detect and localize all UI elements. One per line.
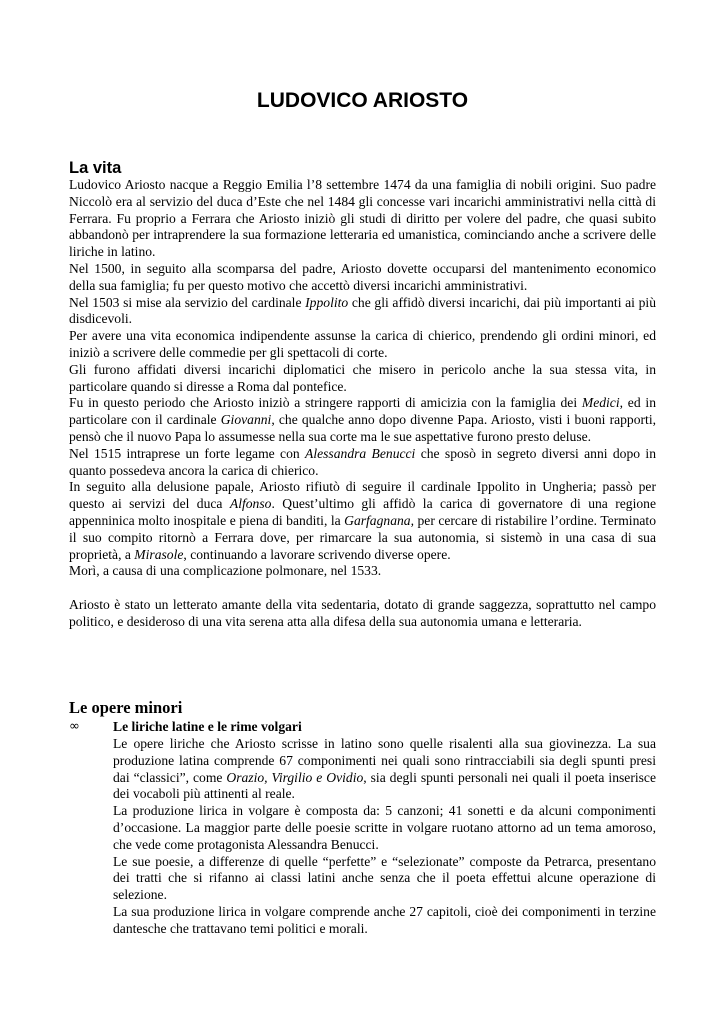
italic-text: Giovanni (220, 412, 272, 428)
la-vita-paragraph (69, 395, 656, 445)
la-vita-paragraph (69, 295, 656, 329)
text-run: per cercare di ristabilire l’ordine. Terminato il suo compito ritornò a Ferrara dove, per rimarcare la sua autonomia, si sistemò in una casa di sua proprietà, a (69, 512, 656, 562)
text-run: , che qualche anno dopo divenne Papa. Ariosto, visti i buoni rapporti, pensò che il nuovo Papa lo assumesse nella sua corte ma le sue aspettative furono presto deluse. (69, 412, 656, 444)
text-run: che sposò in segreto diversi anni dopo in quanto possedeva ancora la carica di chierico. (69, 445, 657, 478)
italic-text: Alessandra Benucci (305, 445, 416, 461)
list-item-title: Le liriche latine e le rime volgari (113, 719, 302, 734)
italic-text: Ippolito (305, 294, 349, 310)
section-heading-la-vita: La vita (69, 159, 122, 177)
liriche-paragraph (113, 803, 656, 853)
text-run: . Quest’ultimo gli affidò la carica di governatore di una regione appenninica molto inospitale e piena di banditi, la (69, 496, 656, 528)
liriche-paragraph (113, 854, 656, 904)
la-vita-paragraphs (69, 177, 656, 580)
text-run: La sua produzione lirica in volgare comprende anche 27 capitoli, cioè dei componimenti in terzine dantesche che trattavano temi politici e morali. (113, 903, 656, 936)
text-run: Le sue poesie, a differenze di quelle “perfette” e “selezionate” composte da Petrarca, presentano dei tratti che si rifanno ai classi latini anche senza che il poeta effettui alcune operazione di selezione. (113, 853, 656, 903)
la-vita-paragraph (69, 328, 656, 362)
text-run: Ludovico Ariosto nacque a Reggio Emilia l’8 settembre 1474 da una famiglia di nobili origini. Suo padre Niccolò era al servizio del duca d’Este che nel 1484 gli concesse vari incarichi amministrativi nella città di Ferrara. Fu proprio a Ferrara che Ariosto iniziò gli studi di diritto per volere del padre, che quasi subito abbandonò per intraprendere la sua formazione letteraria ed umanistica, cominciando anche a scrivere delle liriche in latino. (69, 177, 656, 260)
liriche-paragraph (113, 904, 656, 938)
infinity-bullet-icon: ∞ (69, 719, 80, 734)
la-vita-paragraph (69, 362, 656, 396)
section-la-vita-body (69, 177, 656, 631)
italic-text: Medici (581, 395, 620, 411)
italic-text: Orazio, Virgilio e Ovidio (226, 769, 364, 785)
la-vita-paragraph (69, 446, 656, 480)
italic-text: Mirasole (134, 546, 184, 562)
italic-text: Garfagnana, (344, 512, 414, 528)
text-run: , sia degli spunti personali nei quali il poeta inserisce dei vocaboli più attinenti al reale. (113, 769, 656, 802)
text-run: La produzione lirica in volgare è composta da: 5 canzoni; 41 sonetti e da alcuni componimenti d’occasione. La maggior parte delle poesie scritte in volgare ruotano attorno ad un tema amoroso, che vede come protagonista Alessandra Benucci. (113, 803, 656, 852)
section-heading-le-opere-minori: Le opere minori (69, 698, 183, 717)
liriche-paragraph (113, 736, 656, 803)
text-run: Nel 1503 si mise ala servizio del cardinale (69, 294, 306, 310)
la-vita-paragraph (69, 479, 656, 563)
la-vita-paragraph (69, 563, 656, 580)
text-run: che gli affidò diversi incarichi, dai più importanti ai più disdicevoli. (69, 294, 656, 327)
la-vita-paragraph (69, 261, 656, 295)
la-vita-paragraph (69, 177, 656, 261)
text-run: Fu in questo periodo che Ariosto iniziò a stringere rapporti di amicizia con la famiglia dei (69, 395, 582, 411)
list-item-body (113, 736, 656, 938)
text-run: Per avere una vita economica indipendente assunse la carica di chierico, prendendo gli ordini minori, ed iniziò a scrivere delle commedie per gli spettacoli di corte. (69, 328, 656, 360)
italic-text: Alfonso (229, 496, 272, 512)
document-title: LUDOVICO ARIOSTO (256, 89, 469, 112)
text-run: In seguito alla delusione papale, Ariosto rifiutò di seguire il cardinale Ippolito in Ungheria; passò per questo ai servizi del duca (69, 479, 656, 512)
text-run: Gli furono affidati diversi incarichi diplomatici che misero in pericolo anche la sua stessa vita, in particolare quando si diresse a Roma dal pontefice. (69, 361, 656, 394)
text-run: Morì, a causa di una complicazione polmonare, nel 1533. (69, 563, 382, 579)
text-run: Nel 1500, in seguito alla scomparsa del padre, Ariosto dovette occuparsi del mantenimento economico della sua famiglia; fu per questo motivo che accettò diversi incarichi amministrativi. (69, 260, 656, 293)
text-run: Nel 1515 intraprese un forte legame con (69, 445, 306, 461)
text-run: , continuando a lavorare scrivendo diverse opere. (183, 546, 451, 562)
text-run: , ed in particolare con il cardinale (69, 395, 656, 428)
closing-paragraph: Ariosto è stato un letterato amante della vita sedentaria, dotato di grande saggezza, soprattutto nel campo politico, e desideroso di una vita serena atta alla difesa della sua autonomia umana e letteraria. (69, 596, 656, 629)
text-run: Le opere liriche che Ariosto scrisse in latino sono quelle risalenti alla sua giovinezza. La sua produzione latina comprende 67 componimenti nei quali sono rintracciabili sia degli spunti presi dai “classici”, come (113, 736, 656, 785)
